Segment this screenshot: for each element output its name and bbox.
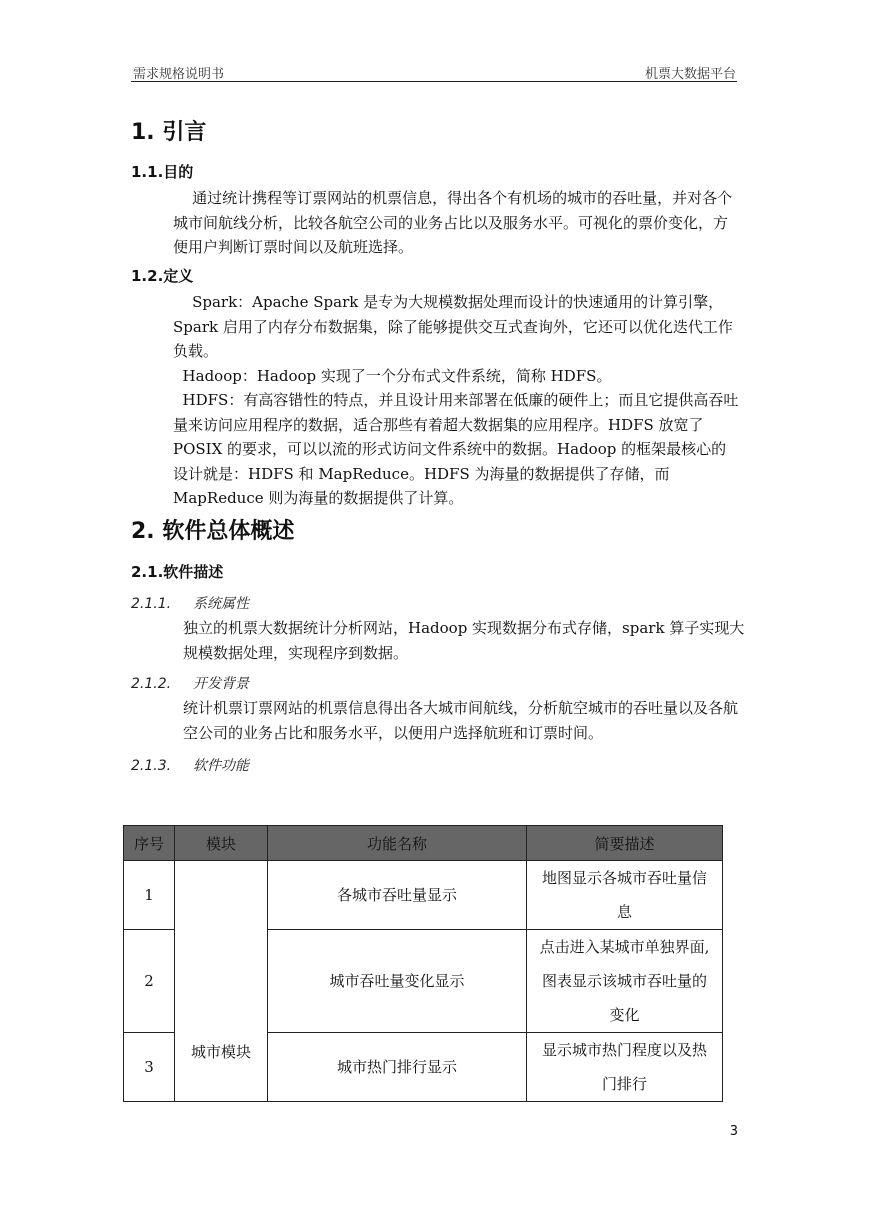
background-paragraph: 统计机票订票网站的机票信息得出各大城市间航线，分析航空城市的吞吐量以及各航空公司的业务占比和服务水平，以便用户选择航班和订票时间。: [183, 699, 739, 742]
header-module: 模块: [175, 826, 268, 861]
section-1-1-heading: 1.1.目的: [131, 163, 194, 181]
function-table: [123, 825, 723, 1102]
table-header-row: [124, 826, 723, 861]
hdfs-definition: HDFS：有高容错性的特点，并且设计用来部署在低廉的硬件上；而且它提供高吞吐量来访问应用程序的数据，适合那些有着超大数据集的应用程序。HDFS 放宽了 POSIX 的要求，可以以流的形式访问文件系统中的数据。Hadoop 的框架最核心的设计就是：HDFS 和 MapReduce。HDFS 为海量的数据提供了存储，而 MapReduce 则为海量的数据提供了计算。: [173, 391, 739, 507]
running-header-right: 机票大数据平台: [644, 67, 736, 82]
table-row: [124, 861, 723, 930]
header-function-name: 功能名称: [268, 826, 527, 861]
row-number: 3: [124, 1033, 175, 1102]
purpose-paragraph: 通过统计携程等订票网站的机票信息，得出各个有机场的城市的吞吐量，并对各个城市间航线分析，比较各航空公司的业务占比以及服务水平。可视化的票价变化，方便用户判断订票时间以及航班选择。: [173, 189, 733, 256]
row-number: 1: [124, 861, 175, 930]
section-2-1-heading: 2.1.软件描述: [131, 563, 224, 581]
section-2-1-3-number: 2.1.3.: [131, 758, 172, 774]
description-cell: 地图显示各城市吞吐量信息: [527, 861, 723, 930]
section-2-1-2-number: 2.1.2.: [131, 676, 172, 692]
definitions-block: [173, 290, 739, 511]
section-2-1-1-number: 2.1.1.: [131, 596, 172, 612]
header-no: 序号: [124, 826, 175, 861]
function-name-cell: 城市吞吐量变化显示: [268, 930, 527, 1033]
system-attributes-paragraph: 独立的机票大数据统计分析网站，Hadoop 实现数据分布式存储，spark 算子实现大规模数据处理，实现程序到数据。: [183, 619, 745, 662]
section-2-1-1-heading: [131, 593, 249, 613]
section-1-heading: 1. 引言: [131, 120, 207, 145]
module-cell: 城市模块: [175, 861, 268, 1102]
section-2-1-1-title: 系统属性: [193, 596, 249, 612]
hadoop-definition: Hadoop：Hadoop 实现了一个分布式文件系统，简称 HDFS。: [173, 366, 612, 385]
header-divider: [131, 81, 737, 82]
function-name-cell: 城市热门排行显示: [268, 1033, 527, 1102]
section-2-heading: 2. 软件总体概述: [131, 519, 295, 544]
header-description: 简要描述: [527, 826, 723, 861]
section-2-1-2-heading: [131, 673, 249, 693]
section-1-2-heading: 1.2.定义: [131, 267, 194, 285]
row-number: 2: [124, 930, 175, 1033]
section-2-1-2-title: 开发背景: [193, 676, 249, 692]
description-cell: 点击进入某城市单独界面,图表显示该城市吞吐量的变化: [527, 930, 723, 1033]
section-2-1-3-title: 软件功能: [193, 758, 249, 774]
function-name-cell: 各城市吞吐量显示: [268, 861, 527, 930]
page-number: 3: [729, 1124, 738, 1139]
spark-definition: Spark：Apache Spark 是专为大规模数据处理而设计的快速通用的计算引擎，Spark 启用了内存分布数据集，除了能够提供交互式查询外，它还可以优化迭代工作负载。: [173, 293, 733, 360]
section-2-1-3-heading: [131, 755, 249, 775]
running-header-left: 需求规格说明书: [133, 67, 225, 82]
description-cell: 显示城市热门程度以及热门排行: [527, 1033, 723, 1102]
